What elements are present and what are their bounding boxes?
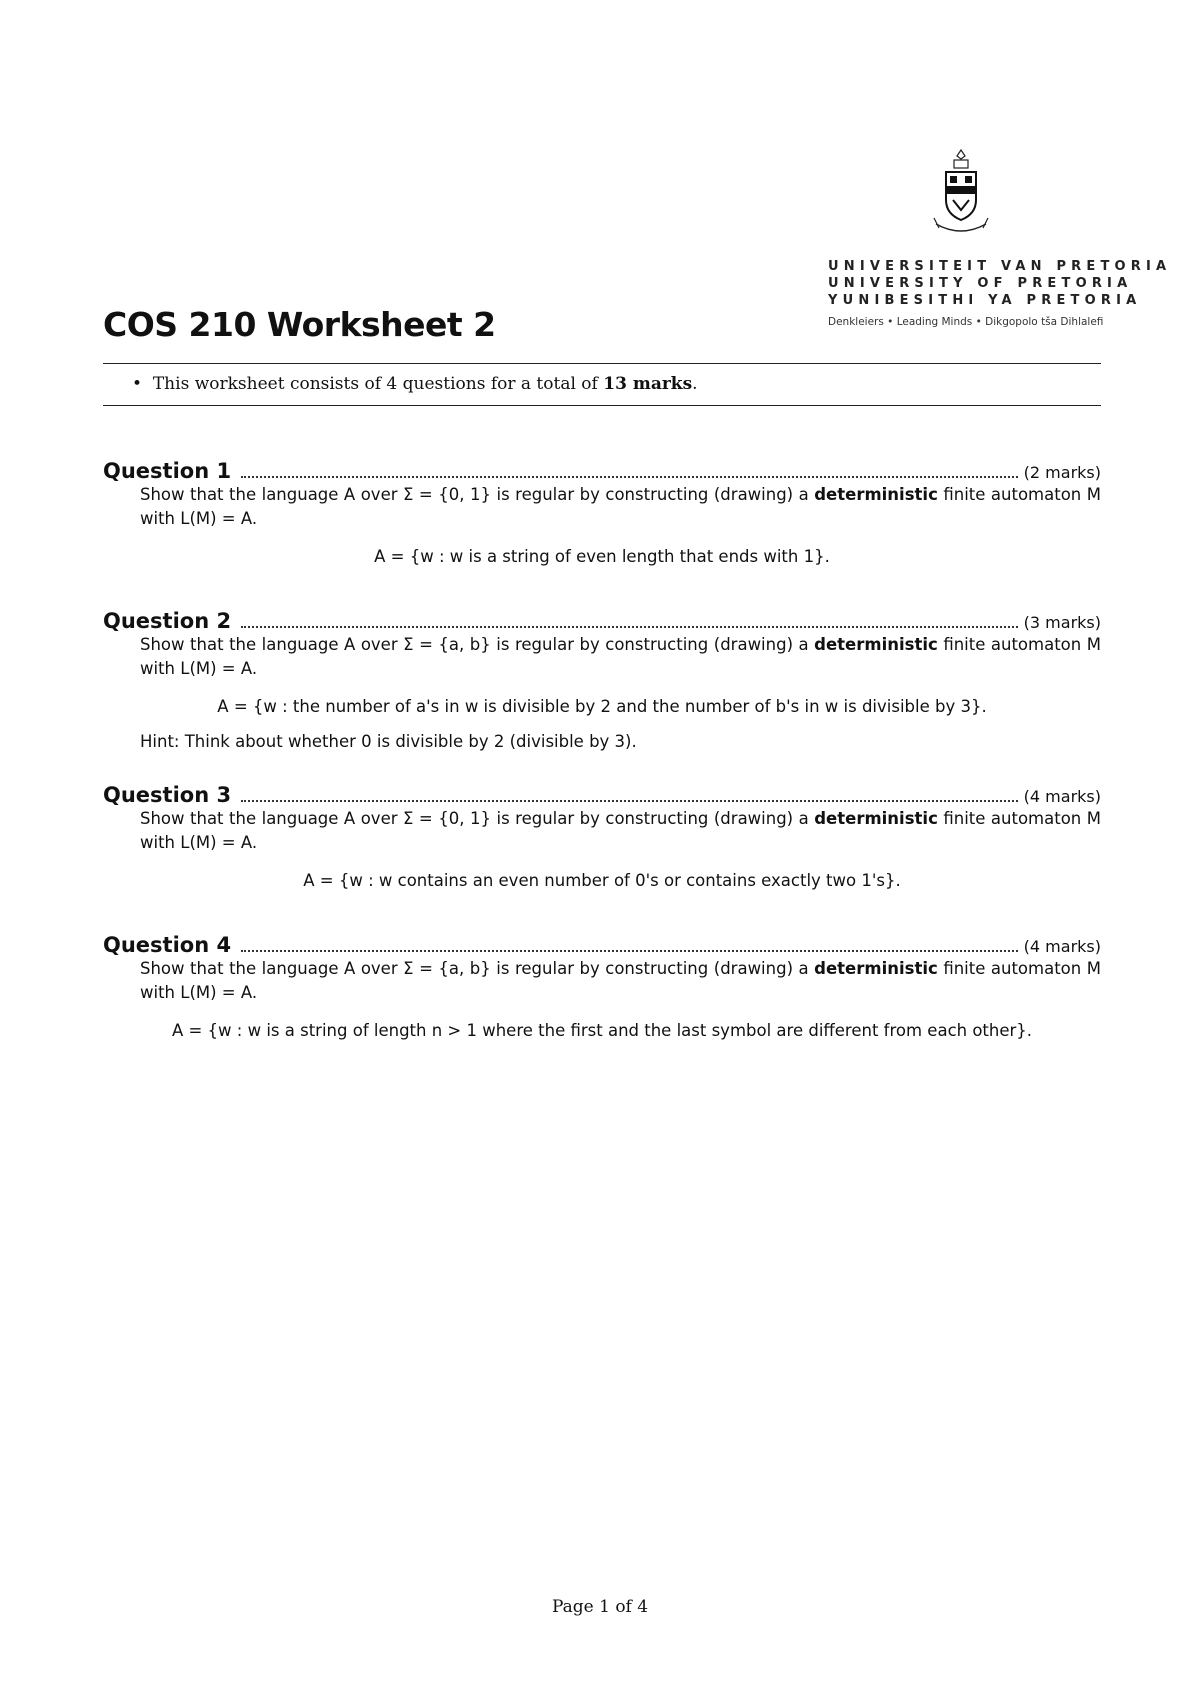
question-emphasis: deterministic [814,485,938,504]
question-hint: Hint: Think about whether 0 is divisible by 2 (divisible by 3). [140,732,637,751]
question-text-pre: Show that the language A over Σ = {a, b} is regular by constructing (drawing) a [140,959,815,978]
question-header [103,609,1101,633]
question-emphasis: deterministic [814,959,938,978]
crest-icon [926,146,996,246]
leader-dots [241,626,1018,628]
question-text-post: finite automaton M with L(M) = A. [140,485,1101,528]
bullet-icon: • [132,374,143,394]
question-text-post: finite automaton M with L(M) = A. [140,809,1101,852]
question-title: Question 3 [103,783,232,807]
intro-total-marks: 13 marks [603,374,693,394]
question-text-post: finite automaton M with L(M) = A. [140,635,1101,678]
university-name-afrikaans: UNIVERSITEIT VAN PRETORIA [828,259,1172,274]
leader-dots [241,950,1018,952]
question-marks: (4 marks) [1023,787,1101,806]
question-header [103,933,1101,957]
language-definition: A = {w : w contains an even number of 0's or contains exactly two 1's}. [303,871,901,890]
university-name-lines [828,258,1171,309]
leader-dots [241,476,1018,478]
question-header [103,459,1101,483]
university-name-english: UNIVERSITY OF PRETORIA [828,276,1133,291]
leader-dots [241,800,1018,802]
intro-text-before: This worksheet consists of 4 questions for a total of [152,374,604,394]
question-4 [103,933,1101,1040]
page-number: Page 1 of 4 [551,1597,649,1617]
question-emphasis: deterministic [814,809,938,828]
question-text [140,807,1101,855]
university-motto: Denkleiers • Leading Minds • Dikgopolo tša Dihlalefi [828,316,1104,328]
question-3 [103,783,1101,890]
question-text-post: finite automaton M with L(M) = A. [140,959,1101,1002]
university-logo [816,146,1172,328]
question-header [103,783,1101,807]
language-definition: A = {w : the number of a's in w is divisible by 2 and the number of b's in w is divisible by 3}. [217,697,987,716]
question-text-pre: Show that the language A over Σ = {a, b} is regular by constructing (drawing) a [140,635,815,654]
question-text [140,483,1101,531]
question-text [140,633,1101,681]
question-marks: (3 marks) [1023,613,1101,632]
language-definition: A = {w : w is a string of length n > 1 where the first and the last symbol are different from each other}. [171,1021,1033,1040]
intro-bullet [132,374,698,394]
question-text-pre: Show that the language A over Σ = {0, 1} is regular by constructing (drawing) a [140,809,815,828]
top-divider [103,363,1101,364]
language-definition: A = {w : w is a string of even length that ends with 1}. [374,547,830,566]
page-title: COS 210 Worksheet 2 [103,305,496,344]
bottom-divider [103,405,1101,406]
question-emphasis: deterministic [814,635,938,654]
question-title: Question 1 [103,459,232,483]
question-marks: (2 marks) [1023,463,1101,482]
question-1 [103,459,1101,566]
intro-text-after: . [692,374,698,394]
question-text [140,957,1101,1005]
question-text-pre: Show that the language A over Σ = {0, 1} is regular by constructing (drawing) a [140,485,815,504]
question-title: Question 2 [103,609,232,633]
question-marks: (4 marks) [1023,937,1101,956]
university-name-sepedi: YUNIBESITHI YA PRETORIA [828,293,1142,308]
question-2 [103,609,1101,751]
question-title: Question 4 [103,933,232,957]
